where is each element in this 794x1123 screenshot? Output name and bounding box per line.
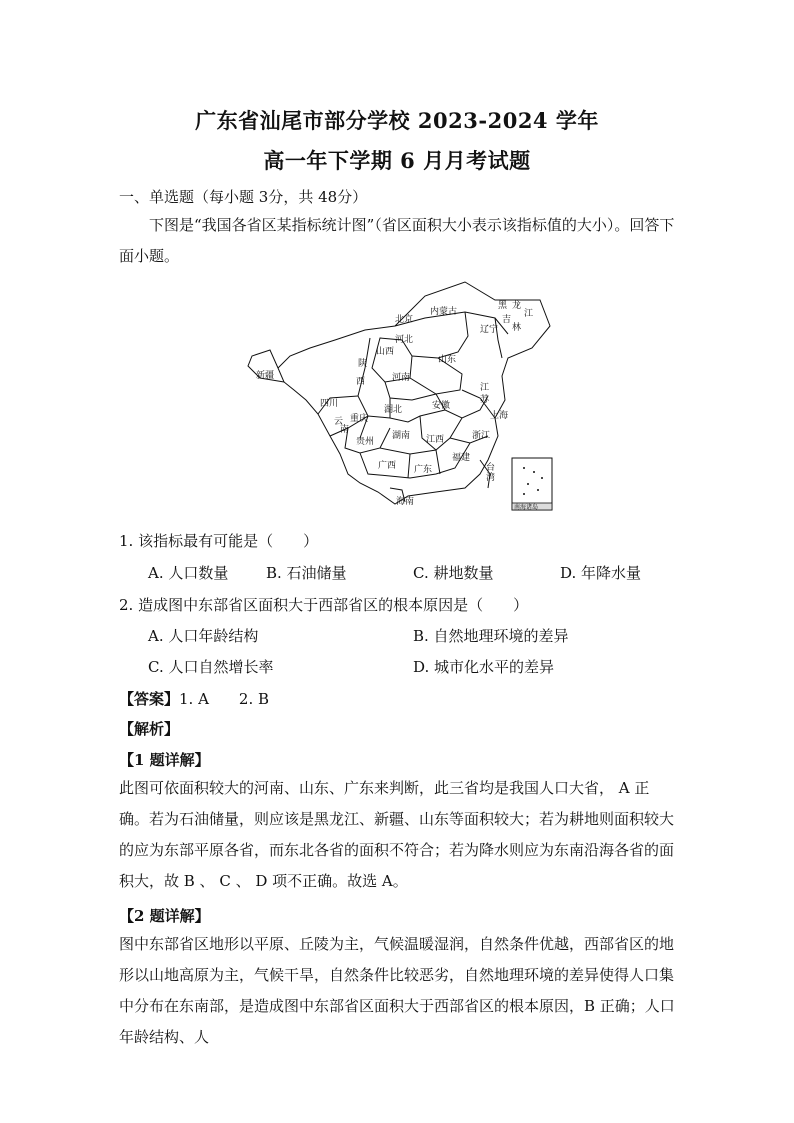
label-hunan: 湖南	[392, 431, 411, 441]
question-2-option-a: A. 人口年龄结构	[148, 627, 259, 645]
question-1-option-c: C. 耕地数量	[413, 564, 494, 582]
label-liaoning: 辽宁	[480, 325, 499, 335]
question-1-stem: 1. 该指标最有可能是（ ）	[119, 532, 319, 550]
label-shanxi: 山西	[376, 347, 395, 357]
label-heilongjiang-1: 黑	[498, 301, 508, 311]
question-2-stem: 2. 造成图中东部省区面积大于西部省区的根本原因是（ ）	[119, 596, 529, 614]
detail-2-label: 【2 题详解】	[119, 907, 210, 925]
detail-1-text: 此图可依面积较大的河南、山东、广东来判断，此三省均是我国人口大省， A 正确。若为石油储量，则应该是黑龙江、新疆、山东等面积较大；若为耕地则面积较大的应为东部平原各省，而东北各省的面积不符合；若为降水则应为东南沿海各省的面积大，故 B 、 C 、 D 项不正确。故选 A。	[119, 779, 675, 890]
question-1-option-a: A. 人口数量	[148, 564, 229, 582]
label-guangdong: 广东	[414, 465, 433, 475]
map-labels	[256, 299, 538, 511]
label-shaanxi-2: 西	[356, 377, 366, 387]
label-guangxi: 广西	[378, 461, 397, 471]
question-2-option-c: C. 人口自然增长率	[148, 658, 274, 676]
answer-line	[119, 688, 269, 709]
south-sea-inset-box	[512, 458, 552, 510]
document-title-line1: 广东省汕尾市部分学校 2023-2024 学年	[195, 108, 599, 133]
label-fujian: 福建	[452, 453, 471, 463]
label-heilongjiang-3: 江	[524, 309, 534, 319]
label-guizhou: 贵州	[356, 437, 375, 447]
answer-text: 1. A 2. B	[179, 690, 270, 708]
label-jilin-1: 吉	[502, 315, 512, 325]
question-1-option-b: B. 石油储量	[266, 564, 347, 582]
answer-label: 【答案】	[119, 690, 180, 708]
label-jiangsu-1: 江	[480, 383, 490, 393]
label-jiangxi: 江西	[426, 435, 445, 445]
label-anhui: 安徽	[432, 401, 451, 411]
label-sichuan: 四川	[320, 399, 339, 409]
label-beijing: 北京	[395, 315, 414, 325]
province-cartogram-map	[240, 278, 560, 518]
label-hainan: 海南	[396, 497, 415, 507]
label-taiwan-1: 台	[486, 463, 496, 473]
detail-2-text: 图中东部省区地形以平原、丘陵为主，气候温暖湿润，自然条件优越，西部省区的地形以山地高原为主，气候干旱，自然条件比较恶劣，自然地理环境的差异使得人口集中分布在东南部，是造成图中东部省区面积大于西部省区的根本原因，B 正确；人口年龄结构、人	[119, 935, 675, 1046]
inset-island-dots	[523, 467, 543, 495]
document-title-line2: 高一年下学期 6 月月考试题	[263, 148, 531, 173]
label-shaanxi-1: 陕	[358, 359, 368, 369]
label-yunnan-2: 南	[340, 425, 350, 435]
label-zhejiang: 浙江	[472, 431, 491, 441]
detail-1-label: 【1 题详解】	[119, 751, 210, 769]
question-2-option-b: B. 自然地理环境的差异	[413, 627, 569, 645]
question-intro: 下图是“我国各省区某指标统计图”（省区面积大小表示该指标值的大小）。回答下面小题。	[119, 216, 675, 265]
label-henan: 河南	[392, 373, 411, 383]
label-hebei: 河北	[395, 335, 414, 345]
label-south-sea-islands: 南海诸岛	[514, 504, 539, 511]
label-hubei: 湖北	[384, 405, 403, 415]
question-1-option-d: D. 年降水量	[560, 564, 642, 582]
question-2-option-d: D. 城市化水平的差异	[413, 658, 555, 676]
analysis-label: 【解析】	[119, 720, 180, 738]
label-jilin-2: 林	[512, 323, 522, 333]
label-neimenggu: 内蒙古	[430, 307, 458, 317]
label-yunnan-1: 云	[334, 417, 344, 427]
label-shandong: 山东	[438, 355, 457, 365]
label-chongqing: 重庆	[350, 414, 369, 424]
label-taiwan-2: 湾	[486, 473, 496, 483]
label-heilongjiang-2: 龙	[512, 301, 522, 311]
label-xinjiang: 新疆	[256, 371, 275, 381]
label-shanghai: 上海	[490, 411, 509, 421]
section-heading: 一、单选题（每小题 3分，共 48分）	[119, 188, 368, 206]
label-jiangsu-2: 苏	[480, 395, 490, 405]
